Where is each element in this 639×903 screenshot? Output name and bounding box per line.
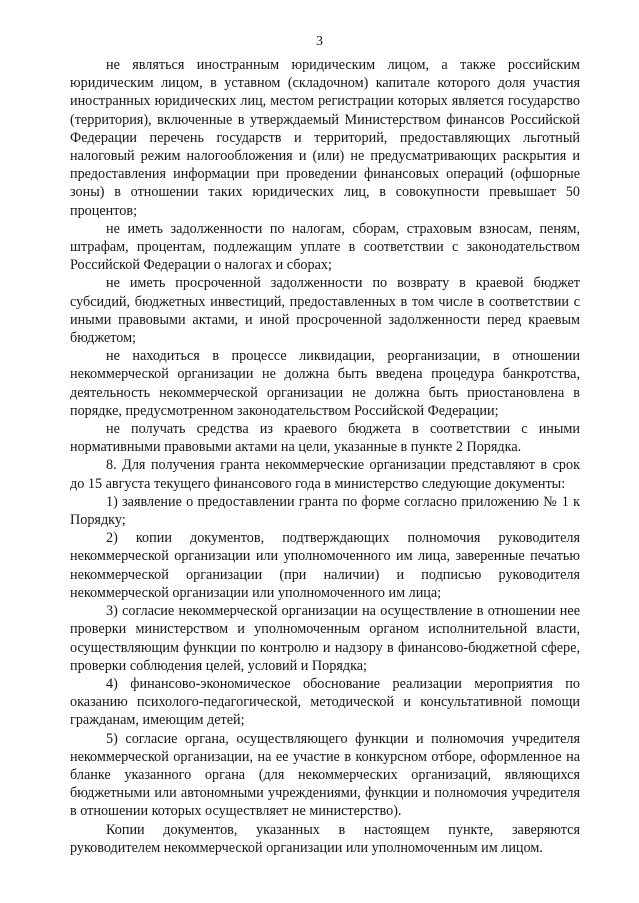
paragraph: 4) финансово-экономическое обоснование реализации мероприятия по оказанию психолого-педагогической, методической и консультативной помощи гражданам, имеющим детей; (70, 675, 580, 729)
paragraph: не находиться в процессе ликвидации, реорганизации, в отношении некоммерческой организации не должна быть введена процедура банкротства, деятельность некоммерческой организации не должна быть приостановлена в порядке, предусмотренном законодательством Российской Федерации; (70, 348, 580, 419)
paragraph: не иметь задолженности по налогам, сборам, страховым взносам, пеням, штрафам, процентам, подлежащим уплате в соответствии с законодательством Российской Федерации о налогах и сборах; (70, 220, 580, 274)
paragraph: не получать средства из краевого бюджета в соответствии с иными нормативными правовыми актами на цели, указанные в пункте 2 Порядка. (70, 421, 580, 456)
paragraph: не являться иностранным юридическим лицом, а также российским юридическим лицом, в уставном (складочном) капитале которого доля участия иностранных юридических лиц, местом регистрации которых является государство (территория), включенные в утверждаемый Министерством финансов Российской Федерации перечень государств и территорий, предоставляющих льготный налоговый режим налогообложения и (или) не предусматривающих раскрытия и предоставления информации при проведении финансовых операций (офшорные зоны) в отношении таких юридических лиц, в совокупности превышает 50 процентов; (70, 57, 580, 219)
paragraph: 1) заявление о предоставлении гранта по форме согласно приложению № 1 к Порядку; (70, 493, 580, 529)
paragraph: 2) копии документов, подтверждающих полномочия руководителя некоммерческой организации или уполномоченного им лица, заверенные печатью некоммерческой организации (при наличии) и подписью руководителя некоммерческой организации или уполномоченного им лица; (70, 530, 580, 601)
paragraph: не иметь просроченной задолженности по возврату в краевой бюджет субсидий, бюджетных инвестиций, предоставленных в том числе в соответствии с иными правовыми актами, и иной просроченной задолженности перед краевым бюджетом; (70, 275, 580, 347)
paragraph: 5) согласие органа, осуществляющего функции и полномочия учредителя некоммерческой организации, на ее участие в конкурсном отборе, оформленное на бланке указанного органа (для некоммерческих организаций, являющихся бюджетными или автономными учреждениями, функции и полномочия учредителя в отношении которых осуществляет не министерство). (70, 730, 580, 820)
page-number: 3 (316, 34, 323, 49)
paragraph: Копии документов, указанных в настоящем пункте, заверяются руководителем некоммерческой организации или уполномоченным им лицом. (70, 821, 580, 856)
paragraph: 8. Для получения гранта некоммерческие организации представляют в срок до 15 августа текущего финансового года в министерство следующие документы: (70, 457, 580, 492)
body-text (70, 56, 580, 857)
paragraph: 3) согласие некоммерческой организации на осуществление в отношении нее проверки министерством и уполномоченным органом исполнительной власти, осуществляющим функции по контролю и надзору в финансово-бюджетной сфере, проверки соблюдения целей, условий и Порядка; (70, 603, 580, 674)
